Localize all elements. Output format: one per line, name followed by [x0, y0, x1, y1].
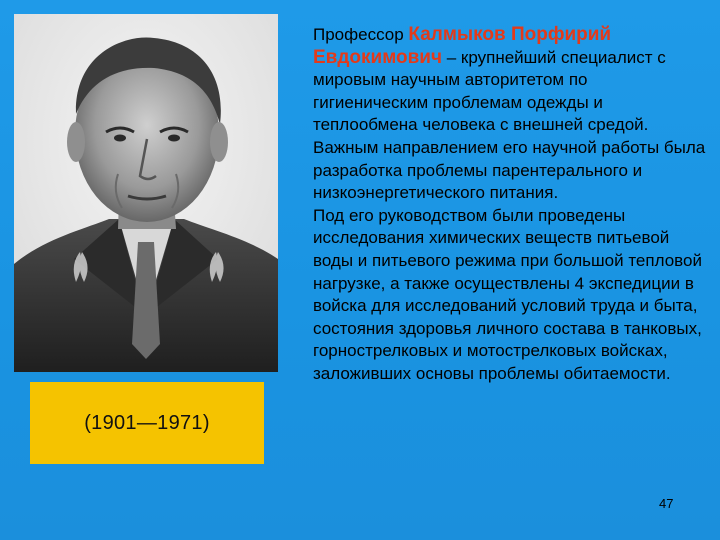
person-name: Калмыков Порфирий Евдокимович — [313, 24, 612, 68]
page-number: 47 — [659, 496, 674, 511]
bio-title-prefix: Профессор — [313, 25, 404, 44]
bio-paragraph-1-text: – крупнейший специалист с мировым научным авторитетом по гигиеническим проблемам одежды и теплообмена человека с внешней средой. — [313, 47, 666, 135]
bio-paragraph-3: Под его руководством были проведены исследования химических веществ питьевой воды и питьевого режима при большой тепловой нагрузке, а также осуществлены 4 экспедиции в войска для исследований условий труда и быта, состояния здоровья личного состава в танковых, горнострелковых и мотострелковых войсках, заложивших основы проблемы обитаемости. — [313, 205, 702, 383]
biography-text — [313, 24, 707, 386]
bio-paragraph-1 — [313, 24, 707, 137]
years-caption-box — [30, 382, 264, 464]
years-caption: (1901—1971) — [84, 411, 210, 434]
bio-paragraph-2: Важным направлением его научной работы была разработка проблемы парентерального и низкоэнергетического питания. — [313, 137, 706, 203]
portrait-photo — [14, 14, 278, 372]
